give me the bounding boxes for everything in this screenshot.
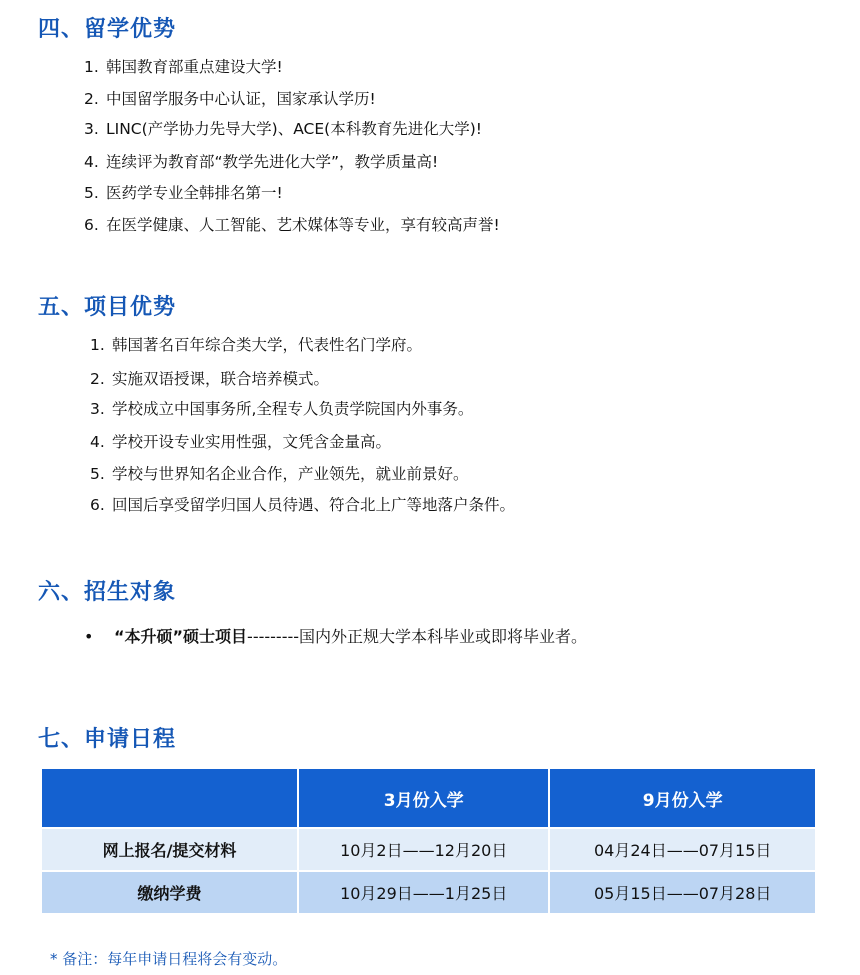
section4-heading: 四、留学优势 bbox=[38, 17, 177, 42]
list-item: 1. 韩国教育部重点建设大学! bbox=[84, 58, 283, 76]
schedule-note: * 备注：每年申请日程将会有变动。 bbox=[50, 950, 288, 968]
section7-heading: 七、申请日程 bbox=[38, 727, 177, 752]
header-september-intake: 9月份入学 bbox=[550, 769, 815, 827]
section6-heading: 六、招生对象 bbox=[38, 580, 177, 605]
list-item: 6. 在医学健康、人工智能、艺术媒体等专业，享有较高声誉! bbox=[84, 216, 500, 234]
bullet: • bbox=[84, 627, 94, 646]
list-item: 3. 学校成立中国事务所,全程专人负责学院国内外事务。 bbox=[90, 400, 474, 418]
list-item: 4. 学校开设专业实用性强，文凭含金量高。 bbox=[90, 433, 392, 451]
list-item: 3. LINC(产学协力先导大学)、ACE(本科教育先进化大学)! bbox=[84, 120, 482, 138]
row-label: 缴纳学费 bbox=[42, 872, 297, 913]
header-march-intake: 3月份入学 bbox=[299, 769, 548, 827]
september-dates: 05月15日——07月28日 bbox=[550, 872, 815, 913]
table-row bbox=[42, 872, 815, 913]
list-item: 1. 韩国著名百年综合类大学，代表性名门学府。 bbox=[90, 336, 423, 354]
header-empty-cell bbox=[42, 769, 297, 827]
september-dates: 04月24日——07月15日 bbox=[550, 829, 815, 870]
march-dates: 10月2日——12月20日 bbox=[299, 829, 548, 870]
application-schedule-table bbox=[40, 767, 817, 915]
list-item: 4. 连续评为教育部“教学先进化大学”，教学质量高! bbox=[84, 153, 439, 171]
row-label: 网上报名/提交材料 bbox=[42, 829, 297, 870]
list-item: 5. 医药学专业全韩排名第一! bbox=[84, 184, 283, 202]
table-row bbox=[42, 829, 815, 870]
list-item: 2. 中国留学服务中心认证，国家承认学历! bbox=[84, 90, 376, 108]
program-description: ---------国内外正规大学本科毕业或即将毕业者。 bbox=[247, 627, 588, 646]
list-item: 6. 回国后享受留学归国人员待遇、符合北上广等地落户条件。 bbox=[90, 496, 516, 514]
section5-heading: 五、项目优势 bbox=[38, 295, 177, 320]
list-item: 5. 学校与世界知名企业合作，产业领先，就业前景好。 bbox=[90, 465, 469, 483]
march-dates: 10月29日——1月25日 bbox=[299, 872, 548, 913]
program-name: “本升硕”硕士项目 bbox=[114, 627, 248, 646]
enrollment-target bbox=[84, 624, 587, 647]
list-item: 2. 实施双语授课，联合培养模式。 bbox=[90, 370, 330, 388]
table-header-row bbox=[42, 769, 815, 827]
